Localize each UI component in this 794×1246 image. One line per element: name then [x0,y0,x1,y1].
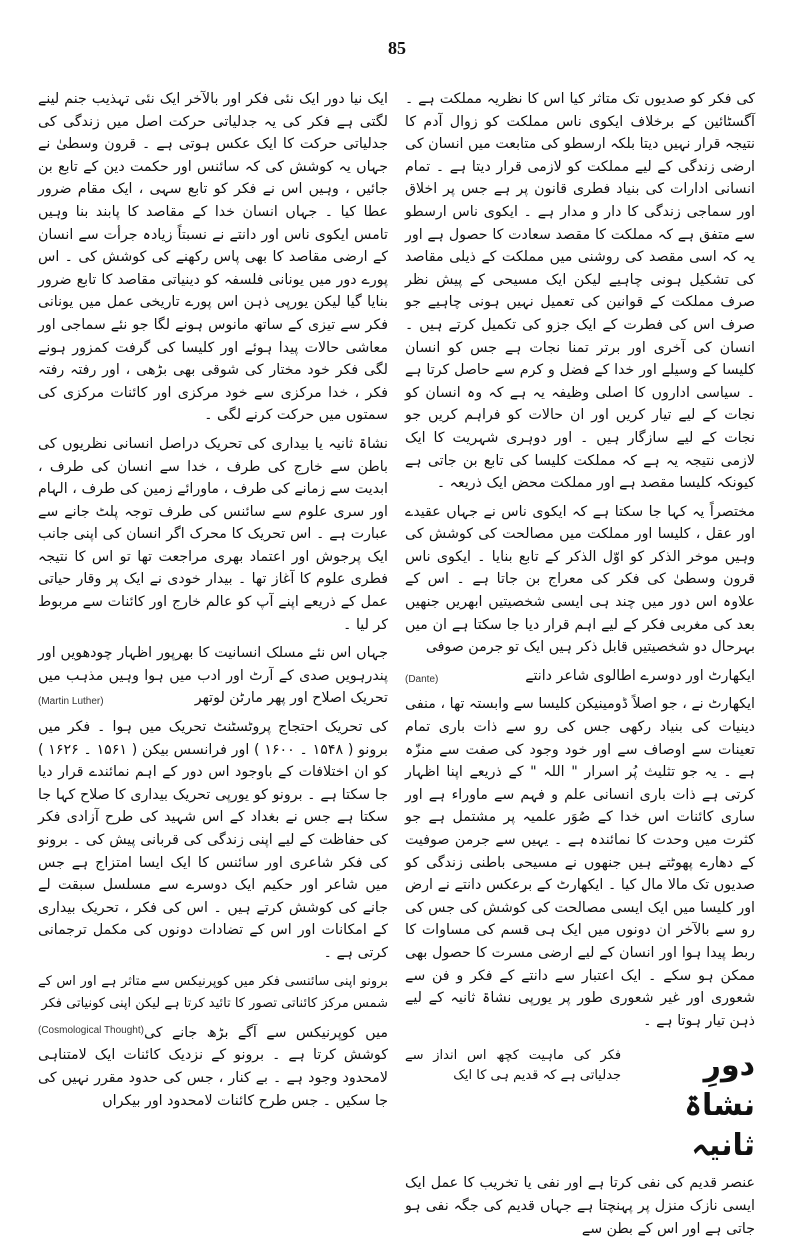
section-heading: دورِ نشاۃ ثانیہ [684,1048,755,1164]
paragraph: ایکھارٹ نے ، جو اصلاً ڈومینیکن کلیسا سے وابستہ تھا ، منفی دینیات کی بنیاد رکھی جس کی رو سے ذات باری تمام تعینات سے اوصاف سے اور خود وجود کی صفت سے منزّہ ہے ۔ یہ جو تثلیث پُر اسرار " اللہ " کے ذریعے اپنا اظہار کرتی ہے ذات باری انسانی علم و فہم سے ماوراء ہے اور ساری کائنات اس خدا کے صُوَر علمیہ پر مشتمل ہے جو کثرت میں وحدت کا نمائندہ ہے ۔ یہیں سے جرمن صوفیت کے دھارے پھوٹتے ہیں جنھوں نے مسیحی باطنی زندگی کو صدیوں تک مالا مال کیا ۔ ایکھارٹ کے برعکس دانتے نے ارض اور کلیسا میں ایک ایسی مصالحت کی کوشش کی جس کی رو سے بالآخر ان دونوں میں ایک ہی قسم کی مساوات کا ربط پیدا ہوا اور انسان کے لیے ارضی مسرت کا حصول بھی ممکن ہو سکے ۔ ایک اعتبار سے دانتے کے فکر و فن سے شعوری اور غیر شعوری طور پر یورپی نشاۃ ثانیہ کے لیے ذہن تیار ہوتا ہے ۔ [405,696,755,1029]
paragraph-text: برونو اپنی سائنسی فکر میں کوپرنیکس سے متاثر ہے اور اس کے شمس مرکز کائناتی تصور کا تائید کرتا ہے لیکن اپنی کونیاتی فکر [38,973,388,1012]
paragraph: نشاۃ ثانیہ یا بیداری کی تحریک دراصل انسانی نظریوں کی باطن سے خارج کی طرف ، خدا سے انسان کی طرف ، ابدیت سے زمانے کی طرف ، ماورائے زمین کی طرف ، الہام اور سری علوم سے سائنس کی طرف توجہ پلٹ جانے سے عبارت ہے ۔ اس تحریک کا محرک اگر انسان کی اپنی جانب ایک پرجوش اور اعتماد بھری مراجعت تھا تو اس کا نتیجہ فطری علوم کا آغاز تھا ۔ بیدار خودی نے ایک پر وقار حیاتی عمل کے ذریعے اپنے آپ کو عالم خارج اور کائنات سے مربوط کر لیا ۔ [38,435,388,633]
dante-latin: (Dante) [405,673,439,685]
left-column [38,88,388,1118]
heading-aside: فکر کی ماہیت کچھ اس انداز سے جدلیاتی ہے کہ قدیم ہی کا ایک [405,1048,622,1084]
cosmo-latin: (Cosmological Thought) [38,1024,144,1036]
paragraph: عنصر قدیم کی نفی کرتا ہے اور نفی یا تخریب کا عمل ایک ایسی نازک منزل پر پہنچتا ہے جہاں قدیم کی جگہ نفی ہو جاتی ہے اور اس کے بطن سے [405,1175,755,1237]
paragraph: کی تحریک احتجاج پروٹسٹنٹ تحریک میں ہوا ۔ فکر میں برونو ( ۱۵۴۸ ۔ ۱۶۰۰ ) اور فرانسس بیکن ( ۱۵۶۱ ۔ ۱۶۲۶ ) کو ان اختلافات کے باوجود اس دور کے اہم نمائندے قرار دیا جا سکتا ہے ۔ برونو کو یورپی تحریک بیداری کا صلاح کہا جا سکتا ہے جس نے بغداد کے اس شہید کی طرح آزادی فکر کی حفاظت کے لیے اپنی زندگی کی قربانی پیش کی ۔ برونو کی فکر شاعری اور سائنس کا ایک ایسا امتزاج ہے جس میں شاعر اور حکیم ایک دوسرے سے مسلسل سبقت لے جانے کی کوشش کرتے ہیں ۔ اس کی فکر ، تحریک بیداری کے امکانات اور اس کے تضادات دونوں کی مکمل ترجمانی کرتی ہے ۔ [38,719,388,961]
paragraph: مختصراً یہ کہا جا سکتا ہے کہ ایکوی ناس نے جہاں عقیدے اور عقل ، کلیسا اور مملکت میں مصالحت کی کوشش کی وہیں موخر الذکر کو اوّل الذکر کے تابع بنایا ۔ ایکوی ناس قرون وسطیٰ کی فکر کی معراج بن جاتا ہے ۔ اس کے علاوہ اس دور میں چند ہی ایسی شخصیتیں ابھریں جنھیں بعد کی مغربی فکر کے لیے اہم قرار دیا جا سکتا ہے ان میں بہرحال دو شخصیتیں قابل ذکر ہیں ایک تو جرمن صوفی [405,503,755,656]
paragraph [38,971,388,1036]
right-column [405,88,755,1246]
paragraph: میں کوپرنیکس سے آگے بڑھ جانے کی کوشش کرتا ہے ۔ برونو کے نزدیک کائنات ایک لامتناہی لامحدود وجود ہے ۔ بے کنار ، جس کی حدود مقرر نہیں کی جا سکیں ۔ جس طرح کائنات لامحدود اور بیکراں [38,1024,388,1109]
section-heading-block [405,1046,755,1166]
paragraph: کی فکر کو صدیوں تک متاثر کیا اس کا نظریہ مملکت ہے ۔ آگسٹائین کے برخلاف ایکوی ناس مملکت کو زوال آدم کا نتیجہ قرار نہیں دیتا بلکہ ارسطو کی متابعت میں انسان کی ارضی زندگی کے لیے مملکت کو لازمی قرار دیتا ہے ۔ تمام انسانی ادارات کی بنیاد فطری قانون پر ہے جس پر اخلاق اور سماجی زندگی کا دار و مدار ہے ۔ ایکوی ناس ارسطو سے متفق ہے کہ مملکت کا مقصد سعادت کا حصول ہے اور یہ کہ اسی مقصد کی روشنی میں مملکت کے ذیلی مقاصد کی تشکیل ہونی چاہیے لیکن ایک مسیحی کے پیش نظر صرف مملکت کے قوانین کی تعمیل نہیں ہونی چاہیے جو صرف اس کی فطرت کے ایک جزو کی تکمیل کرتے ہیں ۔ انسان کی آخری اور برتر تمنا نجات ہے جس کو انسان کلیسا کے وسیلے اور خدا کے فضل و کرم سے حاصل کرتا ہے ۔ سیاسی اداروں کا اصلی وظیفہ یہ ہے کہ وہ انسان کو نجات کے لیے تیار کریں اور ان حالات کو فراہم کریں جو نجات کے لیے سازگار ہیں ۔ اور دوہری شہریت کا ایک لازمی نتیجہ یہ ہے کہ مملکت کلیسا کی تابع بن جاتی ہے کیونکہ کلیسا مقصد ہے اور مملکت محض ایک ذریعہ ۔ [405,91,755,492]
luther-latin: (Martin Luther) [38,696,104,708]
paragraph-text: جہاں اس نئے مسلک انسانیت کا بھرپور اظہار چودھویں اور پندرہویں صدی کے آرٹ اور ادب میں ہوا وہیں مذہب میں تحریک اصلاح اور پھر مارٹن لوتھر [38,645,388,707]
dante-line [405,665,755,688]
dante-text: ایکھارٹ اور دوسرے اطالوی شاعر دانتے [525,667,755,684]
page-number: 85 [388,38,406,58]
paragraph: ایک نیا دور ایک نئی فکر اور بالآخر ایک نئی تہذیب جنم لینے لگتی ہے فکر کی یہ جدلیاتی حرکت اصل میں زندگی کی جدلیاتی حرکت کا ایک عکس ہوتی ہے ۔ قرون وسطیٰ نے جہاں یہ کوشش کی کہ سائنس اور حکمت دین کے تابع بن جائیں ، وہیں اس نے فکر کو تابع سہی ، ایک مقام ضرور عطا کیا ۔ جہاں انسان خدا کے مقاصد کا پابند بنا وہیں تامس ایکوی ناس اور دانتے نے نسبتاً زیادہ جرأت سے انسان کے ارضی مقاصد کا بھی پاس رکھنے کی کوشش کی ۔ اس پورے دور میں یونانی فلسفہ کو دینیاتی مقاصد کا تابع ضرور بنایا گیا لیکن یورپی ذہن اس پورے تاریخی عمل میں یونانی فکر سے تیزی کے ساتھ مانوس ہونے لگا جو نئے سماجی اور معاشی حالات پیدا ہوئے اور کلیسا کی گرفت کمزور ہونے لگی فکر خود مختار کی شوقی بھی بڑھی ، اور رفتہ رفتہ فکر ، خدا مرکزی سے خود مرکزی اور کائنات مرکزی کی سمتوں میں حرکت کرنے لگی ۔ [38,91,388,424]
paragraph [38,642,388,710]
